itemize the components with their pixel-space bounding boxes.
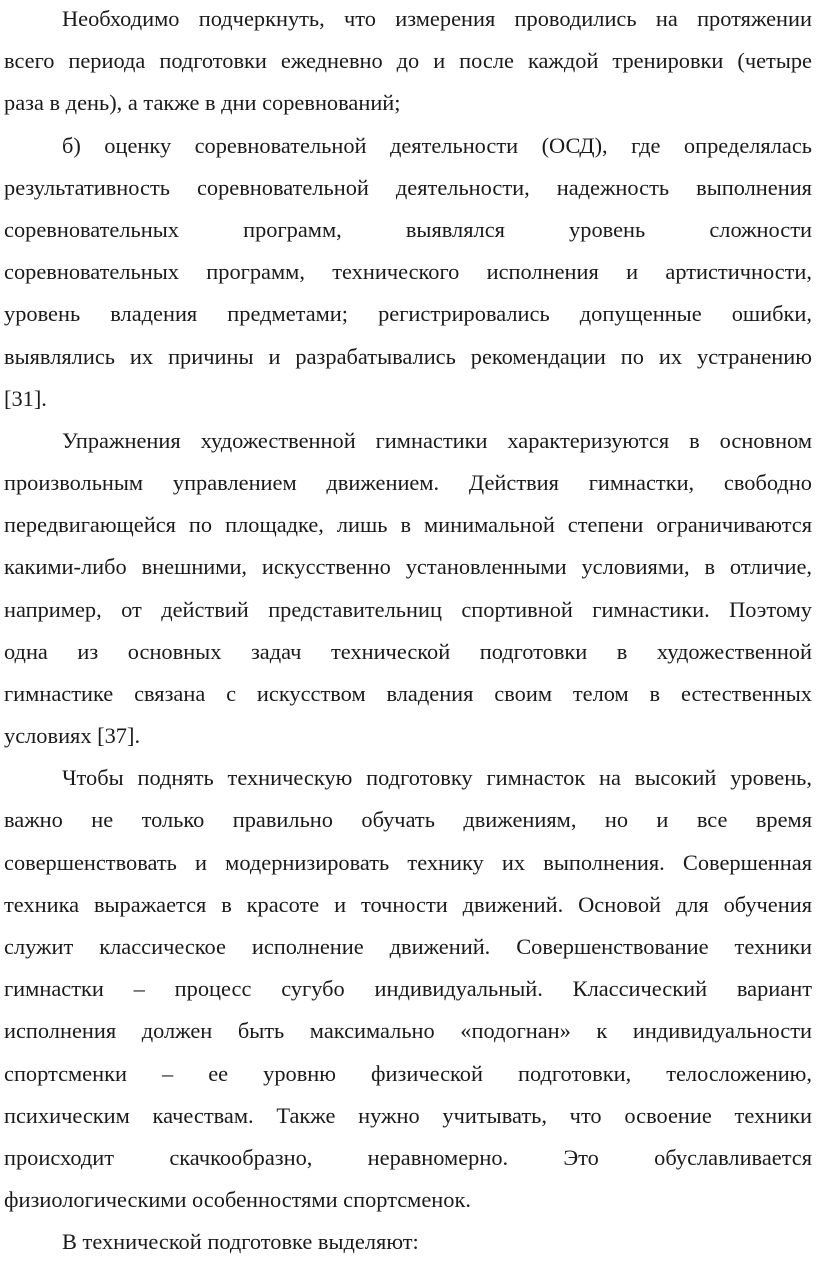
text-line: например, от действий представительниц спортивной гимнастики. Поэтому [4,597,812,622]
text-line: передвигающейся по площадке, лишь в минимальной степени ограничиваются [4,512,812,537]
text-line: исполнения должен быть максимально «подогнан» к индивидуальности [4,1018,812,1043]
text-line: раза в день), а также в дни соревнований; [4,90,401,115]
text-line: техника выражается в красоте и точности движений. Основой для обучения [4,892,812,917]
text-line: одна из основных задач технической подготовки в художественной [4,639,812,664]
text-line: б) оценку соревновательной деятельности (ОСД), где определялась [62,133,812,158]
text-line: результативность соревновательной деятельности, надежность выполнения [4,175,812,200]
text-line: произвольным управлением движением. Действия гимнастки, свободно [4,470,812,495]
text-line: важно не только правильно обучать движениям, но и все время [4,807,812,832]
text-line: уровень владения предметами; регистрировались допущенные ошибки, [4,301,812,326]
text-line: В технической подготовке выделяют: [62,1229,419,1254]
text-line: соревновательных программ, выявлялся уровень сложности [4,217,812,242]
text-line: всего периода подготовки ежедневно до и после каждой тренировки (четыре [4,48,812,73]
text-line: Необходимо подчеркнуть, что измерения проводились на протяжении [62,6,812,31]
text-line: совершенствовать и модернизировать технику их выполнения. Совершенная [4,850,812,875]
text-line: спортсменки – ее уровню физической подготовки, телосложению, [4,1061,812,1086]
text-line: Упражнения художественной гимнастики характеризуются в основном [62,428,812,453]
text-line: выявлялись их причины и разрабатывались рекомендации по их устранению [4,344,812,369]
text-line: гимнастике связана с искусством владения своим телом в естественных [4,681,812,706]
text-line: какими-либо внешними, искусственно установленными условиями, в отличие, [4,554,812,579]
text-line: Чтобы поднять техническую подготовку гимнасток на высокий уровень, [62,765,812,790]
text-line: соревновательных программ, технического исполнения и артистичности, [4,259,812,284]
text-line: [31]. [4,386,47,411]
text-line: психическим качествам. Также нужно учитывать, что освоение техники [4,1103,812,1128]
text-line: гимнастки – процесс сугубо индивидуальный. Классический вариант [4,976,812,1001]
text-line: служит классическое исполнение движений. Совершенствование техники [4,934,812,959]
text-line: физиологическими особенностями спортсменок. [4,1187,471,1212]
text-line: происходит скачкообразно, неравномерно. Это обуславливается [4,1145,812,1170]
text-line: условиях [37]. [4,723,141,748]
